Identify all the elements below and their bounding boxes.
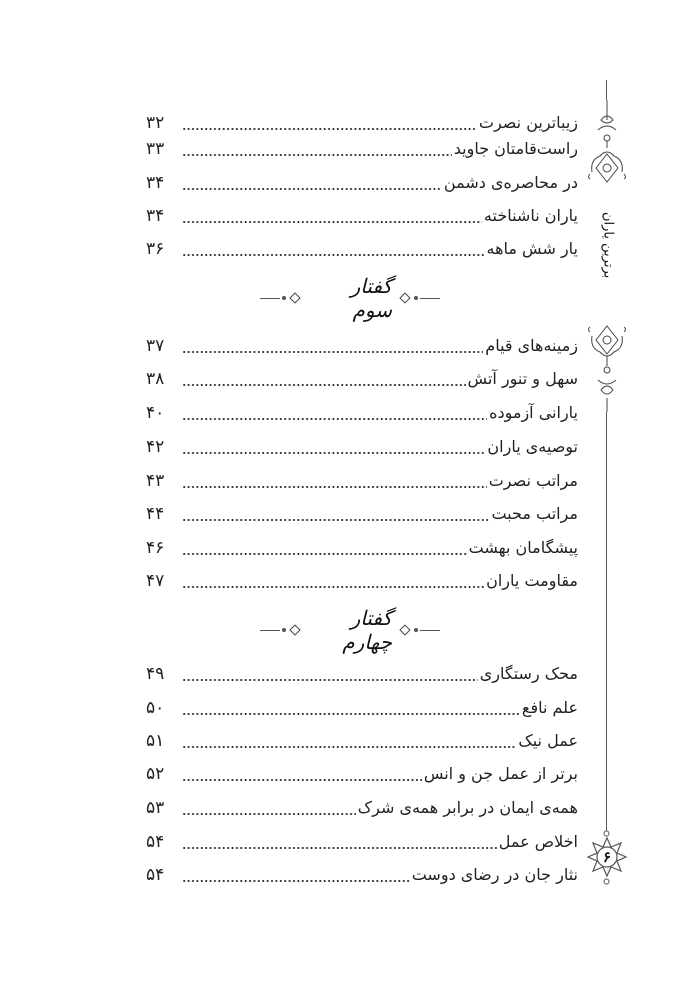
toc-entry[interactable] [146,110,578,134]
toc-entry-title: علم نافع [521,698,578,717]
toc-entry[interactable] [146,333,578,357]
leader-dots [182,334,483,354]
toc-entry[interactable] [146,695,578,719]
toc-entry[interactable] [146,366,578,390]
toc-page-number: ۳۳ [146,139,165,159]
leader-dots [182,237,485,257]
leader-dots [182,696,520,716]
toc-entry-title: برتر از عمل جن و انس [423,764,578,783]
toc-entry-title: پیشگامان بهشت [468,538,578,557]
toc-entry-title: یارانی آزموده [489,403,578,422]
toc-page-number: ۵۱ [146,731,165,751]
section-heading [260,606,440,654]
toc-entry[interactable] [146,535,578,559]
toc-page-number: ۴۳ [146,471,165,491]
toc-entry[interactable] [146,236,578,260]
leader-dots [182,830,497,850]
toc-entry-title: همه‌ی ایمان در برابر همه‌ی شرک [357,798,578,817]
toc-entry[interactable] [146,136,578,160]
toc-entry[interactable] [146,400,578,424]
leader-dots [182,111,477,131]
medallion-bottom-ring-icon [603,878,610,885]
leader-dots [182,729,516,749]
leader-dots [182,401,487,421]
divider-ornament-right [398,625,440,635]
toc-page-number: ۴۴ [146,504,165,524]
toc-entry[interactable] [146,728,578,752]
toc-entry-title: یار شش ماهه [486,239,578,258]
margin-rule-top [606,80,607,100]
toc-page-number: ۴۶ [146,538,165,558]
toc-entry-title: توصیه‌ی یاران [487,437,578,456]
toc-entry-title: محک رستگاری [479,664,578,683]
leader-dots [182,762,422,782]
leader-dots [182,536,467,556]
toc-entry[interactable] [146,795,578,819]
toc-page-number: ۴۰ [146,403,165,423]
leader-dots [182,204,482,224]
toc-entry[interactable] [146,468,578,492]
toc-entry[interactable] [146,501,578,525]
divider-ornament-right [398,293,440,303]
toc-page-number: ۳۷ [146,336,165,356]
leader-dots [182,435,485,455]
toc-entry-title: زیباترین نصرت [478,113,578,132]
running-head [596,205,620,285]
page-number: ۶ [602,848,612,866]
toc-entry-title: مقاومت یاران [486,571,578,590]
toc-entry[interactable] [146,568,578,592]
toc-entry-title: عمل نیک [518,731,578,750]
leader-dots [182,569,484,589]
toc-page-number: ۳۴ [146,206,165,226]
toc-entry-title: نثار جان در رضای دوست [411,865,578,884]
toc-entry-title: راست‌قامتان جاوید [453,139,578,158]
toc-entry[interactable] [146,829,578,853]
toc-page-number: ۳۸ [146,369,165,389]
toc-entry-title: اخلاص عمل [498,832,578,851]
toc-entry[interactable] [146,203,578,227]
toc-page-number: ۴۹ [146,664,165,684]
leader-dots [182,367,466,387]
leader-dots [182,469,487,489]
toc-entry[interactable] [146,434,578,458]
toc-page-number: ۵۲ [146,764,165,784]
top-arabesque-ornament-icon [586,100,628,190]
divider-ornament-left [260,625,302,635]
toc-entry-title: مراتب محبت [491,504,578,523]
toc-entry[interactable] [146,661,578,685]
toc-entry[interactable] [146,170,578,194]
toc-entry[interactable] [146,862,578,886]
toc-entry-title: مراتب نصرت [488,471,578,490]
divider-ornament-left [260,293,302,303]
page-number-medallion [586,836,628,878]
toc-page-number: ۳۲ [146,113,165,133]
medallion-top-ring-icon [603,830,610,837]
toc-page-number: ۴۷ [146,571,165,591]
section-heading [260,274,440,322]
leader-dots [182,502,489,522]
toc-entry-title: یاران ناشناخته [483,206,578,225]
bottom-arabesque-ornament-icon [586,322,628,412]
toc-page-number: ۴۲ [146,437,165,457]
leader-dots [182,796,356,816]
toc-page-number: ۳۶ [146,239,165,259]
toc-entry-title: در محاصره‌ی دشمن [443,173,578,192]
running-head-text: برترین یاران [600,211,616,279]
toc-entry-title: سهل و تنور آتش [467,369,578,388]
toc-entry-title: زمینه‌های قیام [485,336,578,355]
toc-page-number: ۵۰ [146,698,165,718]
leader-dots [182,171,442,191]
section-heading-text: گفتار چهارم [342,606,392,654]
toc-page-number: ۵۴ [146,832,165,852]
toc-entry[interactable] [146,761,578,785]
toc-page-number: ۵۴ [146,865,165,885]
toc-page-number: ۵۳ [146,798,165,818]
leader-dots [182,662,478,682]
toc-page-number: ۳۴ [146,173,165,193]
leader-dots [182,863,410,883]
section-heading-text: گفتار سوم [350,274,392,322]
leader-dots [182,137,452,157]
margin-rule-bottom [606,412,607,836]
